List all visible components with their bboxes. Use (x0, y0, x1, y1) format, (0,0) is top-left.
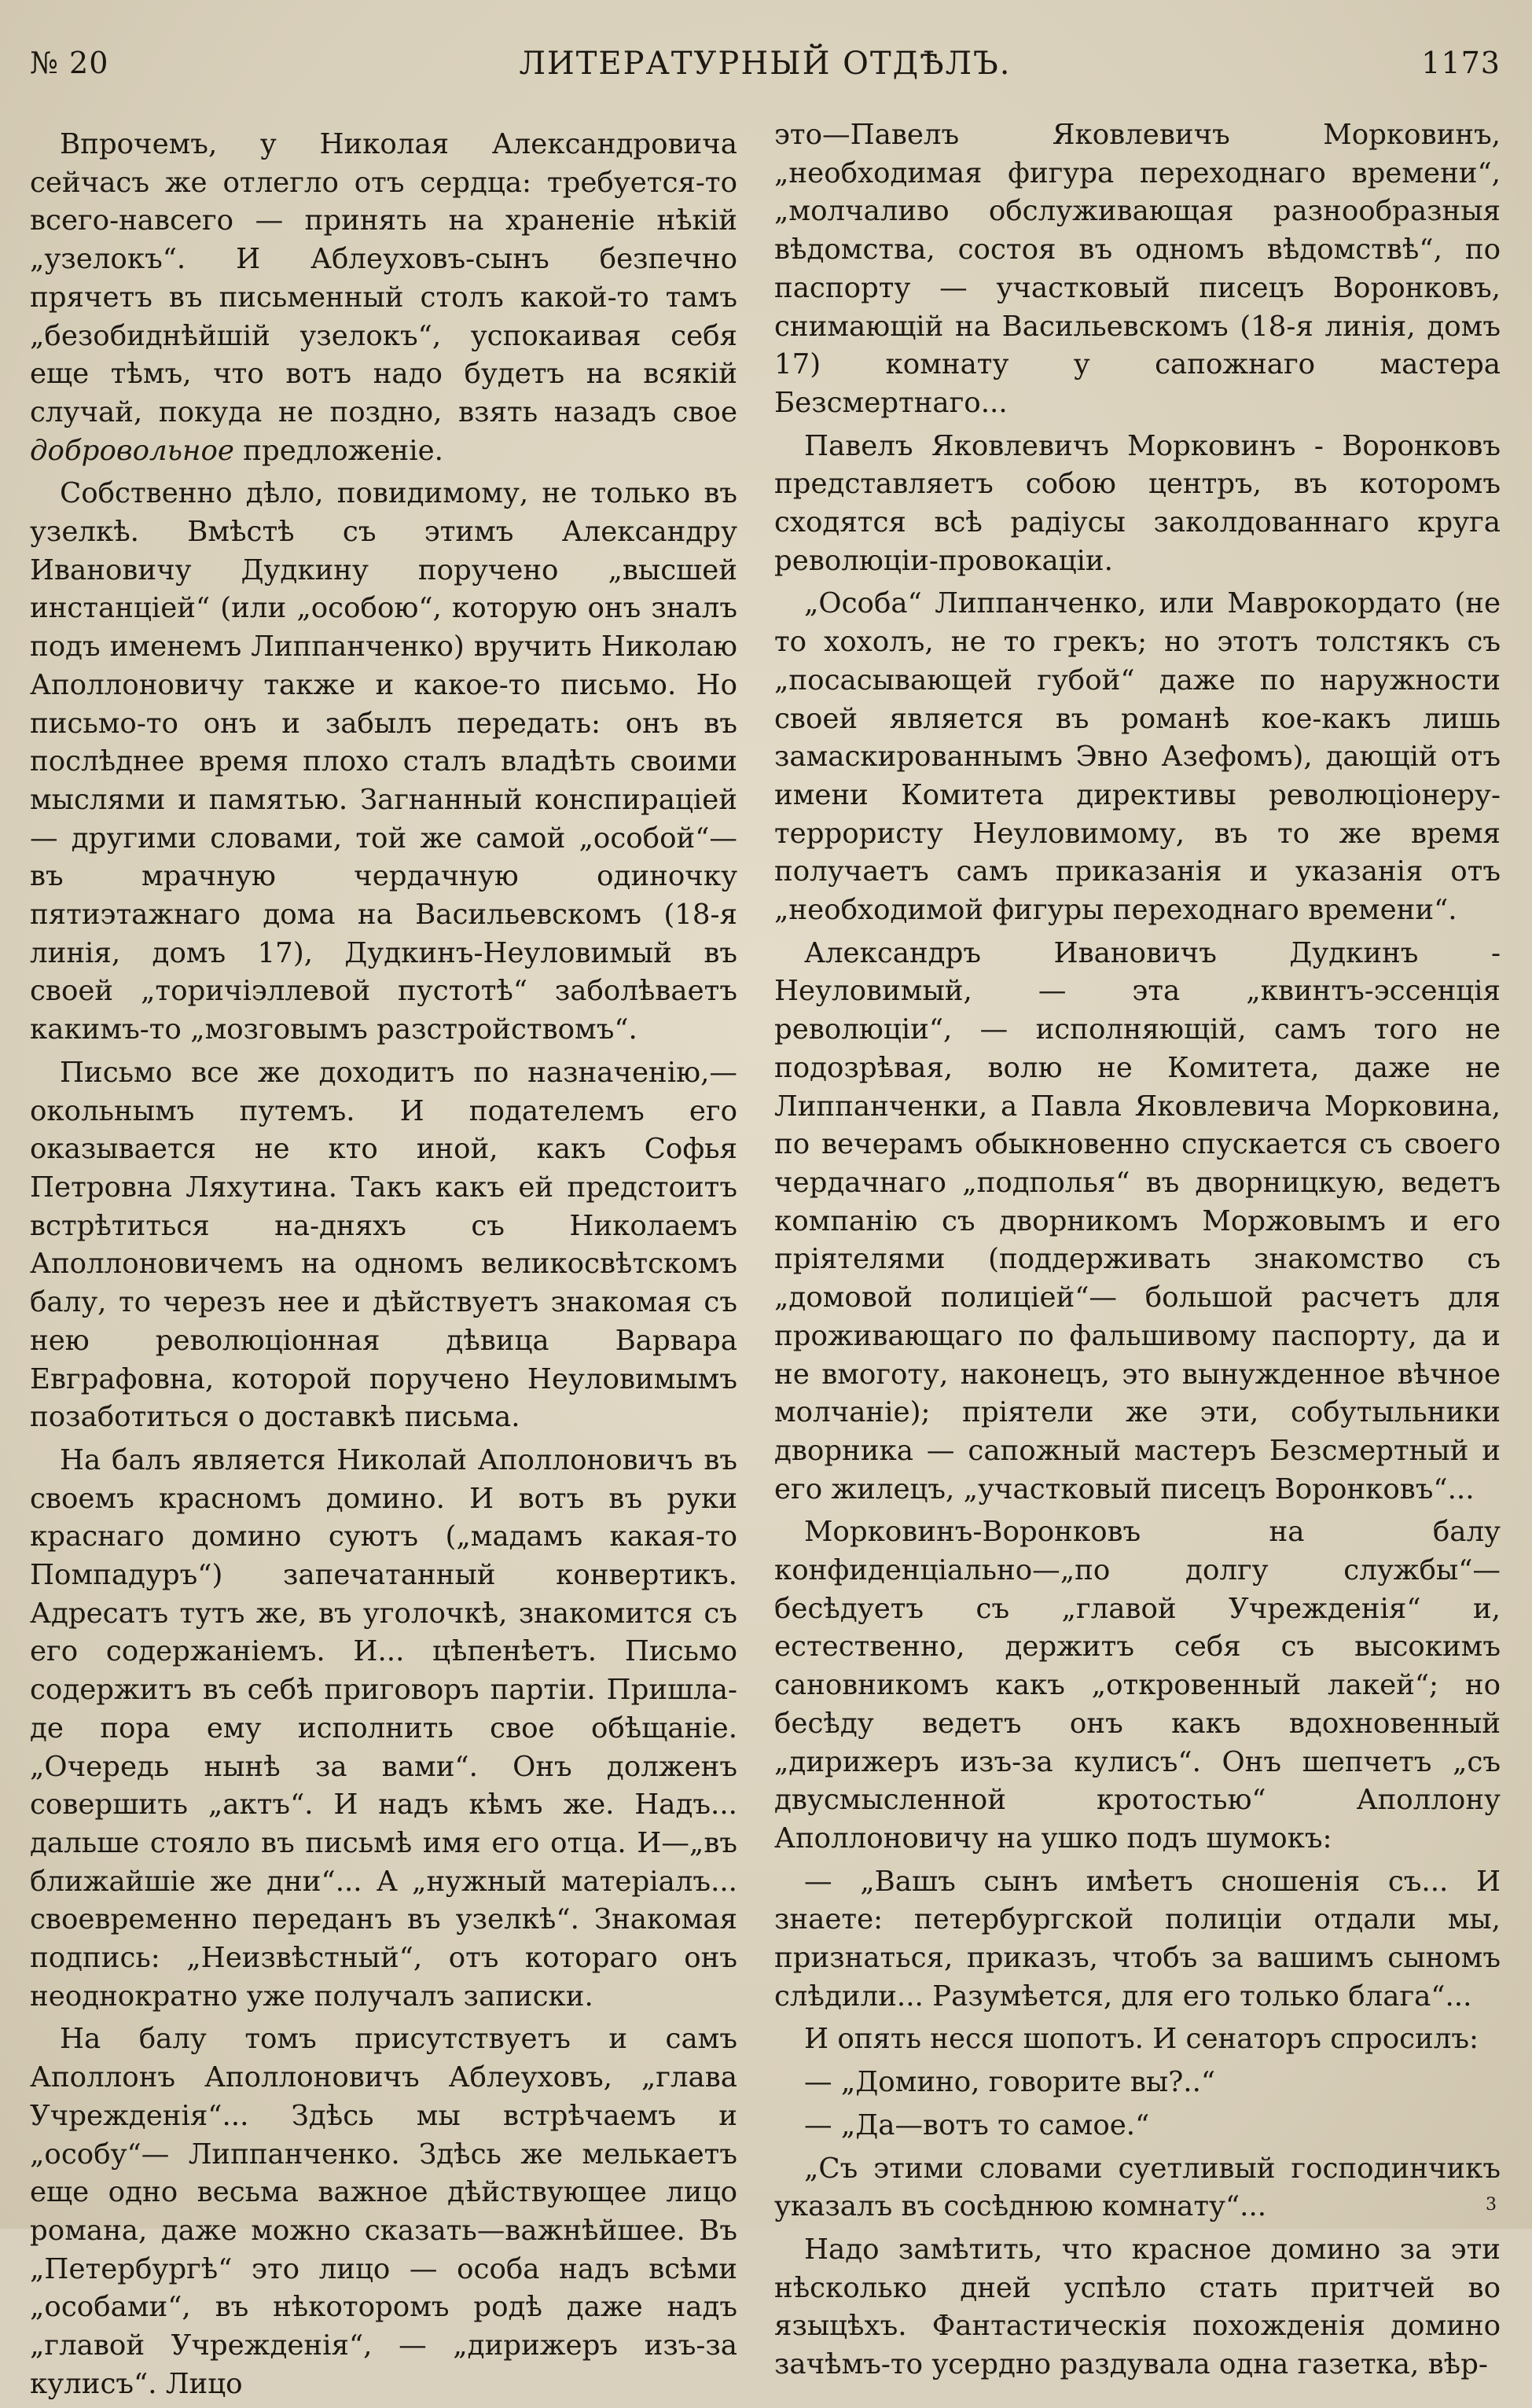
signature-mark: 3 (1486, 2195, 1497, 2215)
paragraph: Собственно дѣло, повидимому, не только въ узелкѣ. Вмѣстѣ съ этимъ Александру Ивановичу Дудкину поручено „высшей инстанціей“ (или „особою“, которую онъ зналъ подъ именемъ Липпанченко) вручить Николаю Аполлоновичу также и какое-то письмо. Но письмо-то онъ и забылъ передать: онъ въ послѣднее время плохо сталъ владѣть своими мыслями и памятью. Загнанный конспираціей — другими словами, той же самой „особой“—въ мрачную чердачную одиночку пятиэтажнаго дома на Васильевскомъ (18-я линія, домъ 17), Дудкинъ-Неуловимый въ своей „торичіэллевой пустотѣ“ заболѣваетъ какимъ-то „мозговымъ разстройствомъ“. (30, 477, 737, 1046)
paragraph: На балъ является Николай Аполлоновичъ въ своемъ красномъ домино. И вотъ въ руки краснаго домино суютъ („мадамъ какая-то Помпадуръ“) запечатанный конвертикъ. Адресатъ тутъ же, въ уголочкѣ, знакомится съ его содержаніемъ. И... цѣпенѣетъ. Письмо содержитъ въ себѣ приговоръ партіи. Пришла-де пора ему исполнить свое обѣщаніе. „Очередь нынѣ за вами“. Онъ долженъ совершить „актъ“. И надъ кѣмъ же. Надъ... дальше стояло въ письмѣ имя его отца. И—„въ ближайшіе же дни“... А „нужный матеріалъ... своевременно переданъ въ узелкѣ“. Знакомая подпись: „Неизвѣстный“, отъ котораго онъ неоднократно уже получалъ записки. (30, 1443, 737, 2013)
paragraph: „Особа“ Липпанченко, или Маврокордато (не то хохолъ, не то грекъ; но этотъ толстякъ съ „посасывающей губой“ даже по наружности своей является въ романѣ кое-какъ лишь замаскированнымъ Эвно Азефомъ), дающій отъ имени Комитета директивы революціонеру-террористу Неуловимому, въ то же время получаетъ самъ приказанія и указанія отъ „необходимой фигуры переходнаго времени“. (774, 587, 1501, 927)
paragraph: Морковинъ-Воронковъ на балу конфиденціально—„по долгу службы“—бесѣдуетъ съ „главой Учрежденія“ и, естественно, держитъ себя съ высокимъ сановникомъ какъ „откровенный лакей“; но бесѣду ведетъ онъ какъ вдохновенный „дирижеръ изъ-за кулисъ“. Онъ шепчетъ „съ двусмысленной кротостью“ Аполлону Аполлоновичу на ушко подъ шумокъ: (774, 1516, 1501, 1855)
paragraph: И опять несся шопотъ. И сенаторъ спросилъ: (804, 2023, 1479, 2056)
paragraph: Александръ Ивановичъ Дудкинъ - Неуловимый, — эта „квинтъ-эссенція революціи“, — исполняющій, самъ того не подозрѣвая, волю не Комитета, даже не Липпанченки, а Павла Яковлевича Морковина, по вечерамъ обыкновенно спускается съ своего чердачнаго „подполья“ въ дворницкую, ведетъ компанію съ дворникомъ Моржовымъ и его пріятелями (поддерживать знакомство съ „домовой полиціей“— большой расчетъ для проживающаго по фальшивому паспорту, да и не вмоготу, наконецъ, это вынужденное вѣчное молчаніе); пріятели же эти, собутыльники дворника — сапожный мастеръ Безсмертный и его жилецъ, „участковый писецъ Воронковъ“... (774, 936, 1501, 1505)
dialogue-line: — „Да—вотъ то самое.“ (804, 2108, 1150, 2141)
paragraph-text: предложеніе. (243, 434, 443, 467)
dialogue-line: — „Вашъ сынъ имѣетъ сношенія съ... И знаете: петербургской полиціи отдали мы, признаться, приказъ, чтобъ за вашимъ сыномъ слѣдили... Разумѣется, для его только блага“... (774, 1865, 1501, 2013)
paragraph: Надо замѣтить, что красное домино за эти нѣсколько дней успѣло стать притчей во языцѣхъ. Фантастическія похожденія домино зачѣмъ-то усердно раздувала одна газетка, вѣр- (774, 2233, 1501, 2381)
paragraph-text: Впрочемъ, у Николая Александровича сейчасъ же отлегло отъ сердца: требуется-то всего-навсего — принять на храненіе нѣкій „узелокъ“. И Аблеуховъ-сынъ безпечно прячетъ въ письменный столъ какой-то тамъ „безобиднѣйшій узелокъ“, успокаивая себя еще тѣмъ, что вотъ надо будетъ на всякій случай, покуда не поздно, взять назадъ свое (30, 128, 737, 428)
paragraph: Павелъ Яковлевичъ Морковинъ - Воронковъ представляетъ собою центръ, въ которомъ сходятся всѣ радіусы заколдованнаго круга революціи-провокаціи. (774, 429, 1501, 577)
right-column (774, 116, 1501, 2389)
left-column (30, 126, 737, 2408)
paragraph: это—Павелъ Яковлевичъ Морковинъ, „необходимая фигура переходнаго времени“, „молчаливо обслуживающая разнообразныя вѣдомства, состоя въ одномъ вѣдомствѣ“, по паспорту — участковый писецъ Воронковъ, снимающій на Васильевскомъ (18-я линія, домъ 17) комнату у сапожнаго мастера Безсмертнаго... (774, 119, 1501, 419)
paragraph (30, 126, 737, 470)
section-title: ЛИТЕРАТУРНЫЙ ОТДѢЛЪ. (519, 46, 1012, 82)
paragraph: На балу томъ присутствуетъ и самъ Аполлонъ Аполлоновичъ Аблеуховъ, „глава Учрежденія“... Здѣсь мы встрѣчаемъ и „особу“— Липпанченко. Здѣсь же мелькаетъ еще одно весьма важное дѣйствующее лицо романа, даже можно сказать—важнѣйшее. Въ „Петербургѣ“ это лицо — особа надъ всѣми „особами“, въ нѣкоторомъ родѣ даже надъ „главой Учрежденія“, — „дирижеръ изъ-за кулисъ“. Лицо (30, 2023, 737, 2400)
page-number: 1173 (1421, 46, 1501, 80)
italic-word: добровольное (30, 434, 234, 467)
paragraph: Письмо все же доходитъ по назначенію,— окольнымъ путемъ. И подателемъ его оказывается не кто иной, какъ Софья Петровна Ляхутина. Такъ какъ ей предстоитъ встрѣтиться на-дняхъ съ Николаемъ Аполлоновичемъ на одномъ великосвѣтскомъ балу, то черезъ нее и дѣйствуетъ знакомая съ нею революціонная дѣвица Варвара Евграфовна, которой поручено Неуловимымъ позаботиться о доставкѣ письма. (30, 1056, 737, 1434)
dialogue-line: — „Домино, говорите вы?..“ (804, 2066, 1216, 2099)
paragraph: „Съ этими словами суетливый господинчикъ указалъ въ сосѣднюю комнату“... (774, 2152, 1501, 2223)
issue-number: № 20 (30, 46, 109, 80)
page-header (30, 46, 1501, 93)
